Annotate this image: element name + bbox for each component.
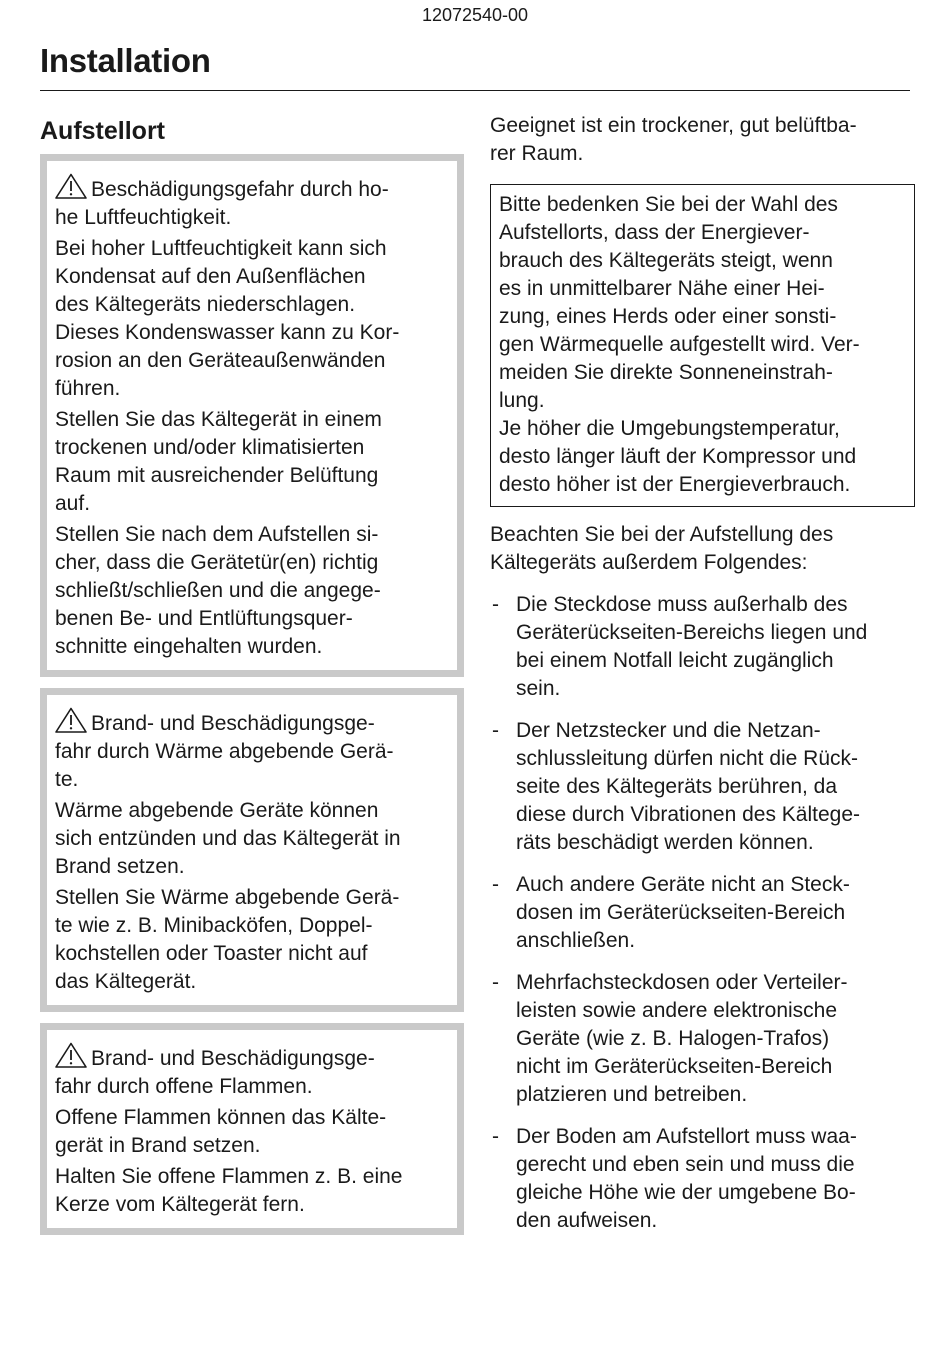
warning-heading-text: Brand- und Beschädigungsge- fahr durch offene Flammen.: [55, 1047, 375, 1098]
warning-heading: [55, 707, 447, 794]
bullet-dash: -: [492, 593, 499, 616]
warning-paragraph: Offene Flammen können das Kälte- gerät in Brand setzen.: [55, 1106, 387, 1157]
bullet-dash: -: [492, 719, 499, 742]
warning-box: [40, 154, 464, 677]
section-title: Aufstellort: [40, 117, 165, 145]
list-item-text: Der Netzstecker und die Netzan- schlussleitung dürfen nicht die Rück- seite des Kältegeräts berühren, da diese durch Vibrationen des Kältege- räts beschädigt werden können.: [516, 719, 861, 854]
warning-paragraph: Wärme abgebende Geräte können sich entzünden und das Kältegerät in Brand setzen.: [55, 799, 401, 878]
title-rule: [40, 90, 910, 91]
page-title: Installation: [40, 42, 211, 79]
notice-paragraph: Bitte bedenken Sie bei der Wahl des Aufstellorts, dass der Energiever- brauch des Kältegeräts steigt, wenn es in unmittelbarer Nähe einer Hei- zung, eines Herds oder einer sonsti- gen Wärmequelle aufgestellt wird. Ver- meiden Sie direkte Sonneneinstrah- lung.: [499, 193, 860, 412]
notice-box: [490, 184, 915, 507]
warning-heading-text: Beschädigungsgefahr durch ho- he Luftfeuchtigkeit.: [55, 178, 389, 229]
left-column: [40, 112, 464, 1235]
list-item: [490, 717, 915, 857]
warning-heading: [55, 1042, 447, 1101]
list-item: [490, 1123, 915, 1235]
right-column: [490, 112, 915, 1249]
warning-paragraph: Stellen Sie das Kältegerät in einem trockenen und/oder klimatisierten Raum mit ausreichender Belüftung auf.: [55, 408, 382, 515]
warning-triangle-icon: [55, 1042, 87, 1068]
warning-paragraph: Halten Sie offene Flammen z. B. eine Kerze vom Kältegerät fern.: [55, 1165, 403, 1216]
list-intro: Beachten Sie bei der Aufstellung des Kältegeräts außerdem Folgendes:: [490, 523, 834, 574]
list-item-text: Mehrfachsteckdosen oder Verteiler- leisten sowie andere elektronische Geräte (wie z. B. Halogen-Trafos) nicht im Geräterückseiten-Bereich platzieren und betreiben.: [516, 971, 848, 1106]
warning-paragraph: Stellen Sie Wärme abgebende Gerä- te wie z. B. Minibacköfen, Doppel- kochstellen oder Toaster nicht auf das Kältegerät.: [55, 886, 400, 993]
list-item-text: Der Boden am Aufstellort muss waa- gerecht und eben sein und muss die gleiche Höhe wie der umgebene Bo- den aufweisen.: [516, 1125, 857, 1232]
warning-paragraph: Bei hoher Luftfeuchtigkeit kann sich Kondensat auf den Außenflächen des Kältegeräts niederschlagen. Dieses Kondenswasser kann zu Kor- rosion an den Geräteaußenwänden führen.: [55, 237, 400, 400]
warning-box: [40, 688, 464, 1012]
bullet-dash: -: [492, 971, 499, 994]
list-item-text: Die Steckdose muss außerhalb des Geräterückseiten-Bereichs liegen und bei einem Notfall leicht zugänglich sein.: [516, 593, 868, 700]
warning-paragraph: Stellen Sie nach dem Aufstellen si- cher, dass die Gerätetür(en) richtig schließt/schließen und die angege- benen Be- und Entlüftungsquer- schnitte eingehalten wurden.: [55, 523, 381, 658]
warning-triangle-icon: [55, 173, 87, 199]
document-id: 12072540-00: [421, 5, 529, 25]
warning-box: [40, 1023, 464, 1235]
warning-heading-text: Brand- und Beschädigungsge- fahr durch Wärme abgebende Gerä- te.: [55, 712, 394, 791]
list-item: [490, 591, 915, 703]
list-item-text: Auch andere Geräte nicht an Steck- dosen im Geräterückseiten-Bereich anschließen.: [516, 873, 850, 952]
bullet-dash: -: [492, 873, 499, 896]
warning-triangle-icon: [55, 707, 87, 733]
list-item: [490, 969, 915, 1109]
notice-paragraph: Je höher die Umgebungstemperatur, desto länger läuft der Kompressor und desto höher ist der Energieverbrauch.: [499, 417, 857, 496]
list-item: [490, 871, 915, 955]
bullet-dash: -: [492, 1125, 499, 1148]
intro-paragraph: Geeignet ist ein trockener, gut belüftba- rer Raum.: [490, 114, 857, 165]
warning-heading: [55, 173, 447, 232]
requirements-list: [490, 591, 915, 1235]
